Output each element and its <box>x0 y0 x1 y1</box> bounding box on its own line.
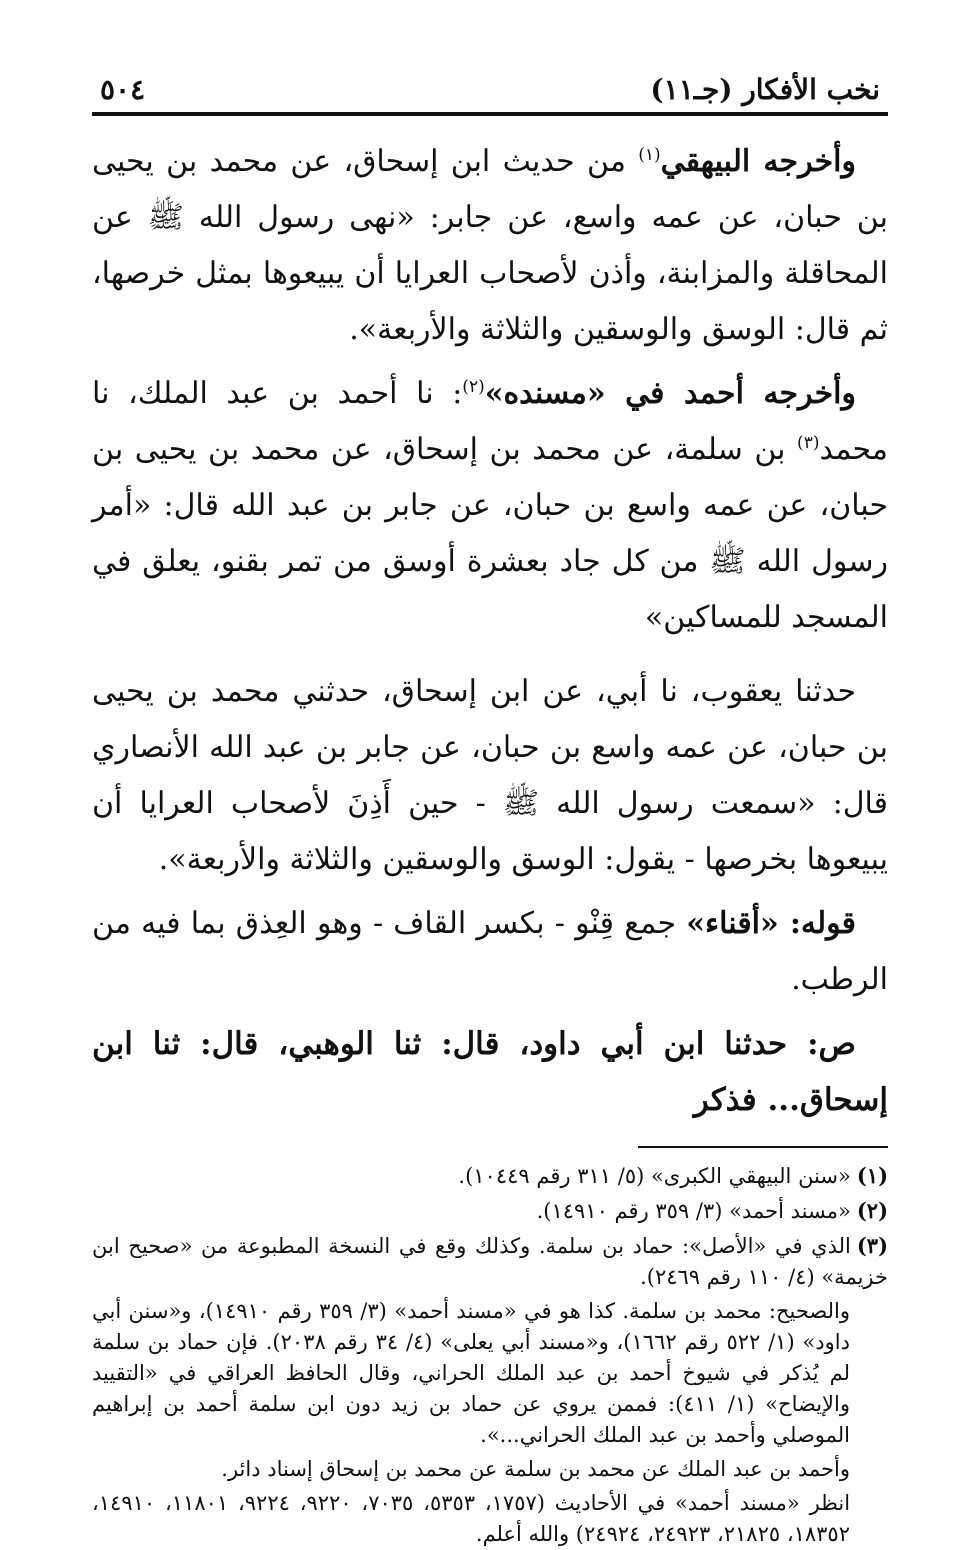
paragraph-4 <box>92 896 888 1008</box>
footnote-ref-3: (٣) <box>797 433 820 453</box>
footnote-3-continuation-2: وأحمد بن عبد الملك عن محمد بن سلمة عن محمد بن إسحاق إسناد دائر. <box>221 1457 850 1481</box>
footnote-3-continuation-1: والصحيح: محمد بن سلمة. كذا هو في «مسند أحمد» (٣/ ٣٥٩ رقم ١٤٩١٠)، و«سنن أبي داود» (١/ ٥٢٢ رقم ١٦٦٢)، و«مسند أبي يعلى» (٤/ ٣٤ رقم ٢٠٣٨). فإن حماد بن سلمة لم يُذكر في شيوخ أحمد بن عبد الملك الحراني، وقال الحافظ العراقي في «التقييد والإيضاح» (١/ ٤١١): فممن يروي عن حماد بن زيد دون ابن سلمة أحمد بن إبراهيم الموصلي وأحمد بن عبد الملك الحراني...». <box>92 1299 850 1447</box>
footnote-rule <box>638 1146 888 1148</box>
header-rule <box>92 112 888 116</box>
page-number: ٥٠٤ <box>100 73 146 106</box>
footnote-3-text: الذي في «الأصل»: حماد بن سلمة. وكذلك وقع في النسخة المطبوعة من «صحيح ابن خزيمة» (٤/ ١١٠ رقم ٢٤٦٩). <box>92 1234 888 1289</box>
paragraph-4-text: جمع قِنْو - بكسر القاف - وهو العِذق بما فيه من الرطب. <box>92 906 888 997</box>
book-title: نخب الأفكار (جـ١١) <box>650 73 880 106</box>
paragraph-gap <box>92 654 888 664</box>
footnote-3-continuation-3: انظر «مسند أحمد» في الأحاديث (١٧٥٧، ٥٣٥٣، ٧٠٣٥، ٩٢٢٠، ٩٢٢٤، ١١٨٠١، ١٤٩١٠، ١٨٣٥٢، ٢١٨٢٥، ٢٤٩٢٣، ٢٤٩٢٤) والله أعلم. <box>92 1491 851 1546</box>
paragraph-1 <box>92 134 888 358</box>
paragraph-1-lead: وأخرجه البيهقي <box>660 144 856 179</box>
paragraph-2 <box>92 366 888 646</box>
paragraph-4-lead: قوله: «أقناء» <box>686 906 856 941</box>
footnote-3 <box>92 1230 888 1293</box>
paragraph-3: حدثنا يعقوب، نا أبي، عن ابن إسحاق، حدثني محمد بن يحيى بن حبان، عن عمه واسع بن حبان، عن جابر بن عبد الله الأنصاري قال: «سمعت رسول الله ﷺ - حين أَذِنَ لأصحاب العرايا أن يبيعوها بخرصها - يقول: الوسق والوسقين والثلاثة والأربعة». <box>92 674 888 877</box>
paragraph-2-lead: وأخرجه أحمد في «مسنده» <box>484 376 856 411</box>
paragraph-1-text: من حديث ابن إسحاق، عن محمد بن يحيى بن حبان، عن عمه واسع، عن جابر: «نهى رسول الله ﷺ عن المحاقلة والمزابنة، وأذن لأصحاب العرايا أن يبيعوها بمثل خرصها، ثم قال: الوسق والوسقين والثلاثة والأربعة». <box>92 144 888 347</box>
footnote-3-mark: (٣) <box>856 1233 888 1258</box>
paragraph-2-text-a: : نا أحمد بن عبد الملك، نا محمد <box>92 376 888 467</box>
paragraph-5: ص: حدثنا ابن أبي داود، قال: ثنا الوهبي، قال: ثنا ابن إسحاق... فذكر <box>92 1026 888 1118</box>
footnote-2 <box>92 1195 888 1227</box>
page-header <box>92 60 888 106</box>
footnote-1 <box>92 1160 888 1192</box>
footnote-1-mark: (١) <box>856 1163 888 1188</box>
footnote-1-text: «سنن البيهقي الكبرى» (٥/ ٣١١ رقم ١٠٤٤٩). <box>458 1164 851 1188</box>
footnote-2-text: «مسند أحمد» (٣/ ٣٥٩ رقم ١٤٩١٠). <box>536 1199 851 1223</box>
main-text <box>92 134 888 1128</box>
footnote-2-mark: (٢) <box>856 1198 888 1223</box>
footnotes <box>92 1160 888 1550</box>
footnote-ref-2: (٢) <box>462 377 485 397</box>
footnote-ref-1: (١) <box>638 145 661 165</box>
paragraph-2-text-b: بن سلمة، عن محمد بن إسحاق، عن محمد بن يحيى بن حبان، عن عمه واسع بن حبان، عن جابر بن عبد الله قال: «أمر رسول الله ﷺ من كل جاد بعشرة أوسق من تمر بقنو، يعلق في المسجد للمساكين» <box>92 432 888 635</box>
